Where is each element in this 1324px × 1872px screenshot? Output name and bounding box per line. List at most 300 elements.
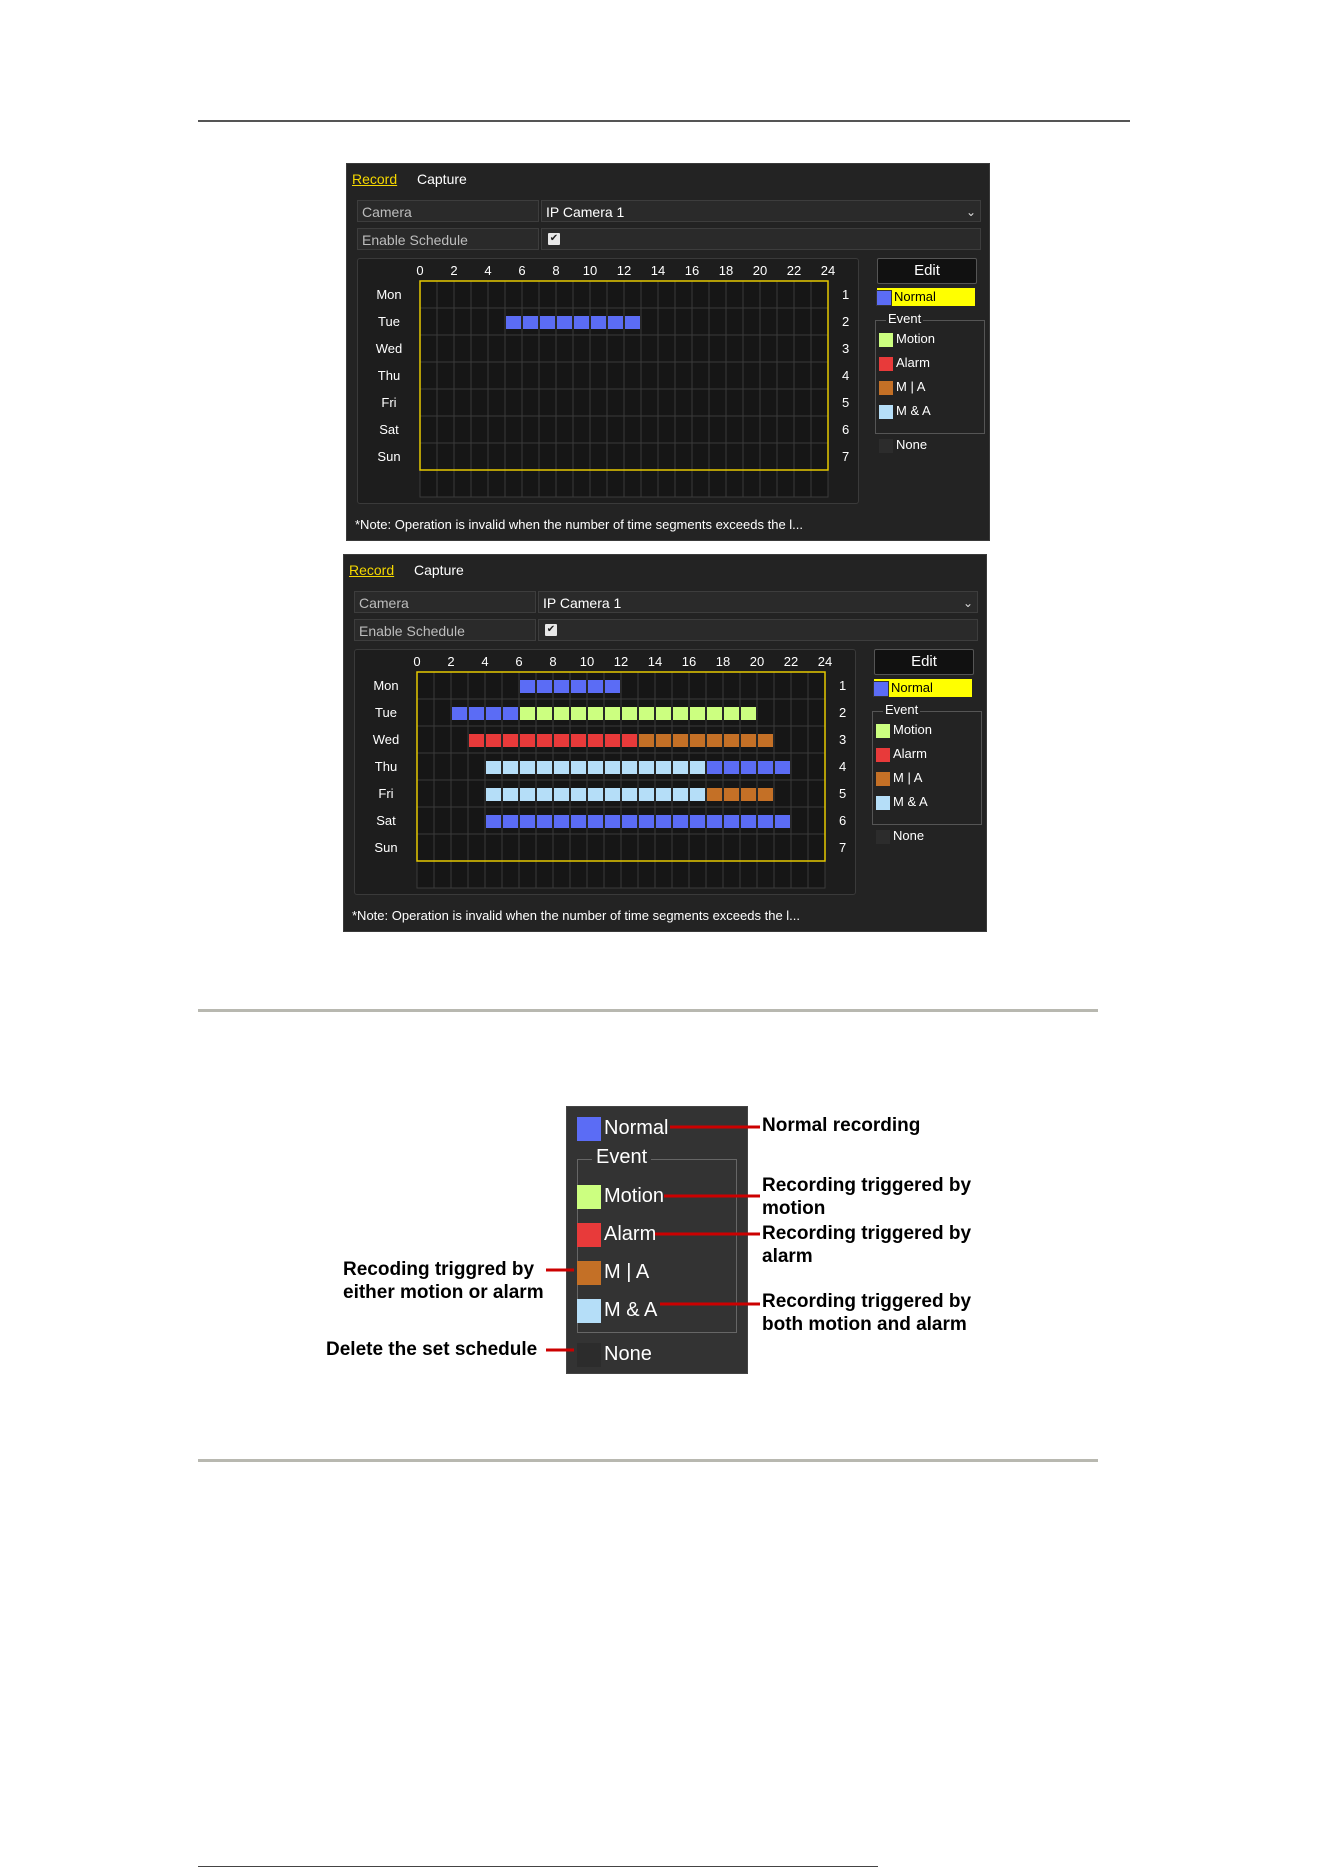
grid-cell[interactable] <box>808 753 825 780</box>
grid-cell[interactable] <box>791 807 808 834</box>
grid-cell[interactable] <box>468 780 485 807</box>
schedule-block-m_and_a[interactable] <box>554 788 569 801</box>
schedule-block-alarm[interactable] <box>571 734 586 747</box>
legend-item-m-and-a[interactable] <box>879 402 931 420</box>
grid-cell[interactable] <box>794 470 811 497</box>
grid-cell[interactable] <box>539 443 556 470</box>
schedule-block-motion[interactable] <box>707 707 722 720</box>
grid-cell[interactable] <box>658 335 675 362</box>
grid-cell[interactable] <box>709 443 726 470</box>
grid-cell[interactable] <box>570 834 587 861</box>
grid-cell[interactable] <box>658 308 675 335</box>
grid-cell[interactable] <box>604 834 621 861</box>
grid-cell[interactable] <box>811 308 828 335</box>
schedule-block-normal[interactable] <box>775 761 790 774</box>
grid-cell[interactable] <box>454 335 471 362</box>
grid-cell[interactable] <box>791 861 808 888</box>
grid-cell[interactable] <box>808 672 825 699</box>
schedule-block-normal[interactable] <box>557 316 572 329</box>
schedule-block-normal[interactable] <box>486 815 501 828</box>
grid-cell[interactable] <box>740 672 757 699</box>
grid-cell[interactable] <box>757 861 774 888</box>
schedule-block-normal[interactable] <box>503 707 518 720</box>
grid-cell[interactable] <box>621 861 638 888</box>
grid-cell[interactable] <box>434 699 451 726</box>
grid-cell[interactable] <box>811 335 828 362</box>
schedule-block-normal[interactable] <box>758 815 773 828</box>
schedule-block-m_and_a[interactable] <box>588 788 603 801</box>
grid-cell[interactable] <box>774 699 791 726</box>
grid-cell[interactable] <box>791 780 808 807</box>
grid-cell[interactable] <box>454 281 471 308</box>
grid-cell[interactable] <box>573 443 590 470</box>
grid-cell[interactable] <box>556 281 573 308</box>
grid-cell[interactable] <box>505 389 522 416</box>
schedule-block-motion[interactable] <box>673 707 688 720</box>
schedule-grid-svg[interactable] <box>355 650 855 894</box>
schedule-block-alarm[interactable] <box>605 734 620 747</box>
grid-cell[interactable] <box>485 672 502 699</box>
grid-cell[interactable] <box>723 834 740 861</box>
grid-cell[interactable] <box>675 308 692 335</box>
grid-cell[interactable] <box>794 362 811 389</box>
schedule-block-m_or_a[interactable] <box>639 734 654 747</box>
grid-cell[interactable] <box>621 834 638 861</box>
schedule-block-m_and_a[interactable] <box>537 788 552 801</box>
grid-cell[interactable] <box>485 834 502 861</box>
grid-cell[interactable] <box>777 335 794 362</box>
schedule-block-m_and_a[interactable] <box>571 761 586 774</box>
schedule-block-m_and_a[interactable] <box>673 761 688 774</box>
legend-item-none[interactable] <box>876 827 924 845</box>
grid-cell[interactable] <box>420 443 437 470</box>
grid-cell[interactable] <box>417 753 434 780</box>
grid-cell[interactable] <box>590 389 607 416</box>
grid-cell[interactable] <box>777 308 794 335</box>
schedule-block-motion[interactable] <box>741 707 756 720</box>
schedule-block-alarm[interactable] <box>486 734 501 747</box>
grid-cell[interactable] <box>743 470 760 497</box>
grid-cell[interactable] <box>505 335 522 362</box>
grid-cell[interactable] <box>757 672 774 699</box>
grid-cell[interactable] <box>522 470 539 497</box>
grid-cell[interactable] <box>726 389 743 416</box>
grid-cell[interactable] <box>468 672 485 699</box>
schedule-block-normal[interactable] <box>503 815 518 828</box>
enable-schedule-checkbox[interactable]: ✔ <box>546 624 556 635</box>
grid-cell[interactable] <box>590 416 607 443</box>
grid-cell[interactable] <box>689 672 706 699</box>
schedule-block-normal[interactable] <box>639 815 654 828</box>
grid-cell[interactable] <box>454 362 471 389</box>
grid-cell[interactable] <box>757 834 774 861</box>
enable-schedule-checkbox[interactable]: ✔ <box>549 233 559 244</box>
schedule-block-normal[interactable] <box>554 815 569 828</box>
grid-cell[interactable] <box>471 362 488 389</box>
tab-record[interactable]: Record <box>352 171 398 187</box>
schedule-block-m_or_a[interactable] <box>673 734 688 747</box>
grid-cell[interactable] <box>794 389 811 416</box>
schedule-block-m_or_a[interactable] <box>707 734 722 747</box>
grid-cell[interactable] <box>471 308 488 335</box>
tab-capture[interactable]: Capture <box>417 171 467 187</box>
schedule-block-alarm[interactable] <box>469 734 484 747</box>
schedule-block-motion[interactable] <box>520 707 535 720</box>
grid-cell[interactable] <box>553 861 570 888</box>
schedule-block-normal[interactable] <box>622 815 637 828</box>
schedule-grid[interactable] <box>357 258 859 504</box>
schedule-block-m_and_a[interactable] <box>520 761 535 774</box>
grid-cell[interactable] <box>607 416 624 443</box>
grid-cell[interactable] <box>777 281 794 308</box>
edit-button[interactable]: Edit <box>877 258 977 284</box>
grid-cell[interactable] <box>417 834 434 861</box>
legend-item-none[interactable] <box>879 436 927 454</box>
grid-cell[interactable] <box>624 389 641 416</box>
grid-cell[interactable] <box>658 470 675 497</box>
schedule-block-motion[interactable] <box>605 707 620 720</box>
grid-cell[interactable] <box>641 362 658 389</box>
grid-cell[interactable] <box>624 470 641 497</box>
grid-cell[interactable] <box>488 443 505 470</box>
grid-cell[interactable] <box>451 834 468 861</box>
grid-cell[interactable] <box>505 416 522 443</box>
grid-cell[interactable] <box>672 672 689 699</box>
grid-cell[interactable] <box>607 389 624 416</box>
grid-cell[interactable] <box>590 335 607 362</box>
grid-cell[interactable] <box>675 470 692 497</box>
grid-cell[interactable] <box>573 389 590 416</box>
grid-cell[interactable] <box>590 281 607 308</box>
grid-cell[interactable] <box>743 281 760 308</box>
grid-cell[interactable] <box>655 834 672 861</box>
grid-cell[interactable] <box>692 416 709 443</box>
grid-cell[interactable] <box>655 861 672 888</box>
grid-cell[interactable] <box>777 389 794 416</box>
grid-cell[interactable] <box>519 861 536 888</box>
schedule-block-normal[interactable] <box>469 707 484 720</box>
grid-cell[interactable] <box>740 861 757 888</box>
grid-cell[interactable] <box>434 861 451 888</box>
grid-cell[interactable] <box>451 861 468 888</box>
grid-cell[interactable] <box>808 807 825 834</box>
grid-cell[interactable] <box>808 861 825 888</box>
schedule-block-motion[interactable] <box>554 707 569 720</box>
schedule-block-m_and_a[interactable] <box>673 788 688 801</box>
grid-cell[interactable] <box>505 362 522 389</box>
grid-cell[interactable] <box>420 416 437 443</box>
grid-cell[interactable] <box>522 416 539 443</box>
schedule-block-normal[interactable] <box>724 815 739 828</box>
grid-cell[interactable] <box>505 470 522 497</box>
grid-cell[interactable] <box>726 416 743 443</box>
grid-cell[interactable] <box>471 389 488 416</box>
grid-cell[interactable] <box>454 470 471 497</box>
grid-cell[interactable] <box>726 443 743 470</box>
grid-cell[interactable] <box>468 753 485 780</box>
edit-button[interactable]: Edit <box>874 649 974 675</box>
schedule-block-motion[interactable] <box>571 707 586 720</box>
grid-cell[interactable] <box>417 726 434 753</box>
grid-cell[interactable] <box>539 362 556 389</box>
schedule-block-m_or_a[interactable] <box>690 734 705 747</box>
grid-cell[interactable] <box>420 470 437 497</box>
schedule-block-normal[interactable] <box>571 680 586 693</box>
grid-cell[interactable] <box>434 672 451 699</box>
grid-cell[interactable] <box>811 416 828 443</box>
grid-cell[interactable] <box>692 362 709 389</box>
grid-cell[interactable] <box>760 389 777 416</box>
grid-cell[interactable] <box>417 861 434 888</box>
grid-cell[interactable] <box>794 416 811 443</box>
grid-cell[interactable] <box>760 335 777 362</box>
grid-cell[interactable] <box>621 672 638 699</box>
grid-cell[interactable] <box>454 443 471 470</box>
grid-cell[interactable] <box>590 443 607 470</box>
schedule-block-alarm[interactable] <box>622 734 637 747</box>
grid-cell[interactable] <box>539 335 556 362</box>
grid-cell[interactable] <box>709 362 726 389</box>
grid-cell[interactable] <box>692 308 709 335</box>
schedule-block-m_and_a[interactable] <box>622 788 637 801</box>
grid-cell[interactable] <box>675 443 692 470</box>
schedule-block-m_and_a[interactable] <box>690 788 705 801</box>
schedule-block-m_and_a[interactable] <box>571 788 586 801</box>
grid-cell[interactable] <box>777 416 794 443</box>
legend-item-m-or-a[interactable] <box>876 769 922 787</box>
grid-cell[interactable] <box>556 416 573 443</box>
grid-cell[interactable] <box>709 335 726 362</box>
grid-cell[interactable] <box>573 281 590 308</box>
grid-cell[interactable] <box>434 807 451 834</box>
schedule-block-normal[interactable] <box>605 815 620 828</box>
grid-cell[interactable] <box>777 443 794 470</box>
grid-cell[interactable] <box>502 672 519 699</box>
schedule-block-m_and_a[interactable] <box>520 788 535 801</box>
legend-item-normal[interactable] <box>877 288 975 306</box>
schedule-block-normal[interactable] <box>554 680 569 693</box>
grid-cell[interactable] <box>791 834 808 861</box>
schedule-block-m_and_a[interactable] <box>622 761 637 774</box>
schedule-block-normal[interactable] <box>673 815 688 828</box>
grid-cell[interactable] <box>451 780 468 807</box>
schedule-block-motion[interactable] <box>724 707 739 720</box>
grid-cell[interactable] <box>624 281 641 308</box>
grid-cell[interactable] <box>539 470 556 497</box>
grid-cell[interactable] <box>539 389 556 416</box>
grid-cell[interactable] <box>556 470 573 497</box>
grid-cell[interactable] <box>488 335 505 362</box>
grid-cell[interactable] <box>641 389 658 416</box>
schedule-block-alarm[interactable] <box>588 734 603 747</box>
grid-cell[interactable] <box>675 362 692 389</box>
schedule-block-normal[interactable] <box>588 815 603 828</box>
grid-cell[interactable] <box>777 362 794 389</box>
grid-cell[interactable] <box>641 470 658 497</box>
grid-cell[interactable] <box>437 308 454 335</box>
grid-cell[interactable] <box>434 834 451 861</box>
schedule-block-normal[interactable] <box>588 680 603 693</box>
grid-cell[interactable] <box>471 470 488 497</box>
grid-cell[interactable] <box>434 726 451 753</box>
grid-cell[interactable] <box>556 389 573 416</box>
grid-cell[interactable] <box>808 726 825 753</box>
grid-cell[interactable] <box>573 335 590 362</box>
grid-cell[interactable] <box>420 362 437 389</box>
grid-cell[interactable] <box>471 335 488 362</box>
schedule-block-motion[interactable] <box>588 707 603 720</box>
schedule-block-normal[interactable] <box>540 316 555 329</box>
grid-cell[interactable] <box>743 443 760 470</box>
grid-cell[interactable] <box>471 281 488 308</box>
grid-cell[interactable] <box>468 834 485 861</box>
grid-cell[interactable] <box>709 281 726 308</box>
schedule-block-normal[interactable] <box>591 316 606 329</box>
schedule-block-motion[interactable] <box>690 707 705 720</box>
schedule-block-normal[interactable] <box>537 680 552 693</box>
grid-cell[interactable] <box>556 362 573 389</box>
grid-cell[interactable] <box>556 335 573 362</box>
grid-cell[interactable] <box>774 726 791 753</box>
grid-cell[interactable] <box>692 470 709 497</box>
schedule-block-normal[interactable] <box>724 761 739 774</box>
grid-cell[interactable] <box>522 281 539 308</box>
grid-cell[interactable] <box>760 308 777 335</box>
grid-cell[interactable] <box>723 861 740 888</box>
grid-cell[interactable] <box>709 416 726 443</box>
grid-cell[interactable] <box>488 470 505 497</box>
grid-cell[interactable] <box>505 281 522 308</box>
grid-cell[interactable] <box>774 834 791 861</box>
grid-cell[interactable] <box>692 335 709 362</box>
schedule-block-m_or_a[interactable] <box>656 734 671 747</box>
grid-cell[interactable] <box>760 470 777 497</box>
grid-cell[interactable] <box>437 362 454 389</box>
grid-cell[interactable] <box>471 443 488 470</box>
grid-cell[interactable] <box>794 281 811 308</box>
grid-cell[interactable] <box>689 861 706 888</box>
grid-cell[interactable] <box>488 389 505 416</box>
grid-cell[interactable] <box>709 470 726 497</box>
grid-cell[interactable] <box>726 335 743 362</box>
grid-cell[interactable] <box>692 389 709 416</box>
grid-cell[interactable] <box>573 470 590 497</box>
grid-cell[interactable] <box>502 861 519 888</box>
grid-cell[interactable] <box>485 861 502 888</box>
grid-cell[interactable] <box>709 308 726 335</box>
grid-cell[interactable] <box>791 699 808 726</box>
grid-cell[interactable] <box>774 780 791 807</box>
grid-cell[interactable] <box>808 699 825 726</box>
schedule-block-normal[interactable] <box>520 815 535 828</box>
grid-cell[interactable] <box>488 308 505 335</box>
grid-cell[interactable] <box>624 335 641 362</box>
schedule-block-m_and_a[interactable] <box>537 761 552 774</box>
camera-select[interactable] <box>541 200 981 222</box>
grid-cell[interactable] <box>760 362 777 389</box>
grid-cell[interactable] <box>689 834 706 861</box>
grid-cell[interactable] <box>726 308 743 335</box>
grid-cell[interactable] <box>726 281 743 308</box>
grid-cell[interactable] <box>811 281 828 308</box>
schedule-block-normal[interactable] <box>605 680 620 693</box>
grid-cell[interactable] <box>675 416 692 443</box>
schedule-block-normal[interactable] <box>571 815 586 828</box>
grid-cell[interactable] <box>437 281 454 308</box>
grid-cell[interactable] <box>454 308 471 335</box>
grid-cell[interactable] <box>658 362 675 389</box>
grid-cell[interactable] <box>811 470 828 497</box>
tab-record[interactable]: Record <box>349 562 395 578</box>
schedule-block-normal[interactable] <box>690 815 705 828</box>
grid-cell[interactable] <box>658 281 675 308</box>
schedule-block-m_and_a[interactable] <box>656 761 671 774</box>
grid-cell[interactable] <box>791 672 808 699</box>
grid-cell[interactable] <box>709 389 726 416</box>
grid-cell[interactable] <box>590 362 607 389</box>
schedule-block-m_and_a[interactable] <box>588 761 603 774</box>
grid-cell[interactable] <box>420 335 437 362</box>
grid-cell[interactable] <box>726 362 743 389</box>
schedule-grid-svg[interactable] <box>358 259 858 503</box>
schedule-block-normal[interactable] <box>741 761 756 774</box>
grid-cell[interactable] <box>658 389 675 416</box>
schedule-block-normal[interactable] <box>608 316 623 329</box>
grid-cell[interactable] <box>451 807 468 834</box>
schedule-grid[interactable] <box>354 649 856 895</box>
grid-cell[interactable] <box>641 335 658 362</box>
grid-cell[interactable] <box>811 362 828 389</box>
grid-cell[interactable] <box>451 672 468 699</box>
grid-cell[interactable] <box>774 861 791 888</box>
schedule-block-normal[interactable] <box>775 815 790 828</box>
grid-cell[interactable] <box>706 834 723 861</box>
grid-cell[interactable] <box>658 443 675 470</box>
grid-cell[interactable] <box>794 443 811 470</box>
grid-cell[interactable] <box>607 443 624 470</box>
grid-cell[interactable] <box>675 335 692 362</box>
grid-cell[interactable] <box>417 699 434 726</box>
schedule-block-alarm[interactable] <box>554 734 569 747</box>
grid-cell[interactable] <box>607 281 624 308</box>
grid-cell[interactable] <box>743 362 760 389</box>
legend-item-motion[interactable] <box>876 721 932 739</box>
grid-cell[interactable] <box>468 807 485 834</box>
grid-cell[interactable] <box>522 362 539 389</box>
grid-cell[interactable] <box>553 834 570 861</box>
grid-cell[interactable] <box>587 861 604 888</box>
grid-cell[interactable] <box>723 672 740 699</box>
grid-cell[interactable] <box>437 389 454 416</box>
grid-cell[interactable] <box>434 780 451 807</box>
grid-cell[interactable] <box>488 281 505 308</box>
schedule-block-normal[interactable] <box>656 815 671 828</box>
grid-cell[interactable] <box>641 416 658 443</box>
grid-cell[interactable] <box>604 861 621 888</box>
grid-cell[interactable] <box>641 281 658 308</box>
schedule-block-m_and_a[interactable] <box>503 761 518 774</box>
grid-cell[interactable] <box>706 672 723 699</box>
grid-cell[interactable] <box>706 861 723 888</box>
grid-cell[interactable] <box>519 834 536 861</box>
legend-item-alarm[interactable] <box>876 745 927 763</box>
schedule-block-m_or_a[interactable] <box>707 788 722 801</box>
grid-cell[interactable] <box>454 416 471 443</box>
schedule-block-motion[interactable] <box>537 707 552 720</box>
schedule-block-m_and_a[interactable] <box>554 761 569 774</box>
grid-cell[interactable] <box>590 470 607 497</box>
grid-cell[interactable] <box>692 281 709 308</box>
